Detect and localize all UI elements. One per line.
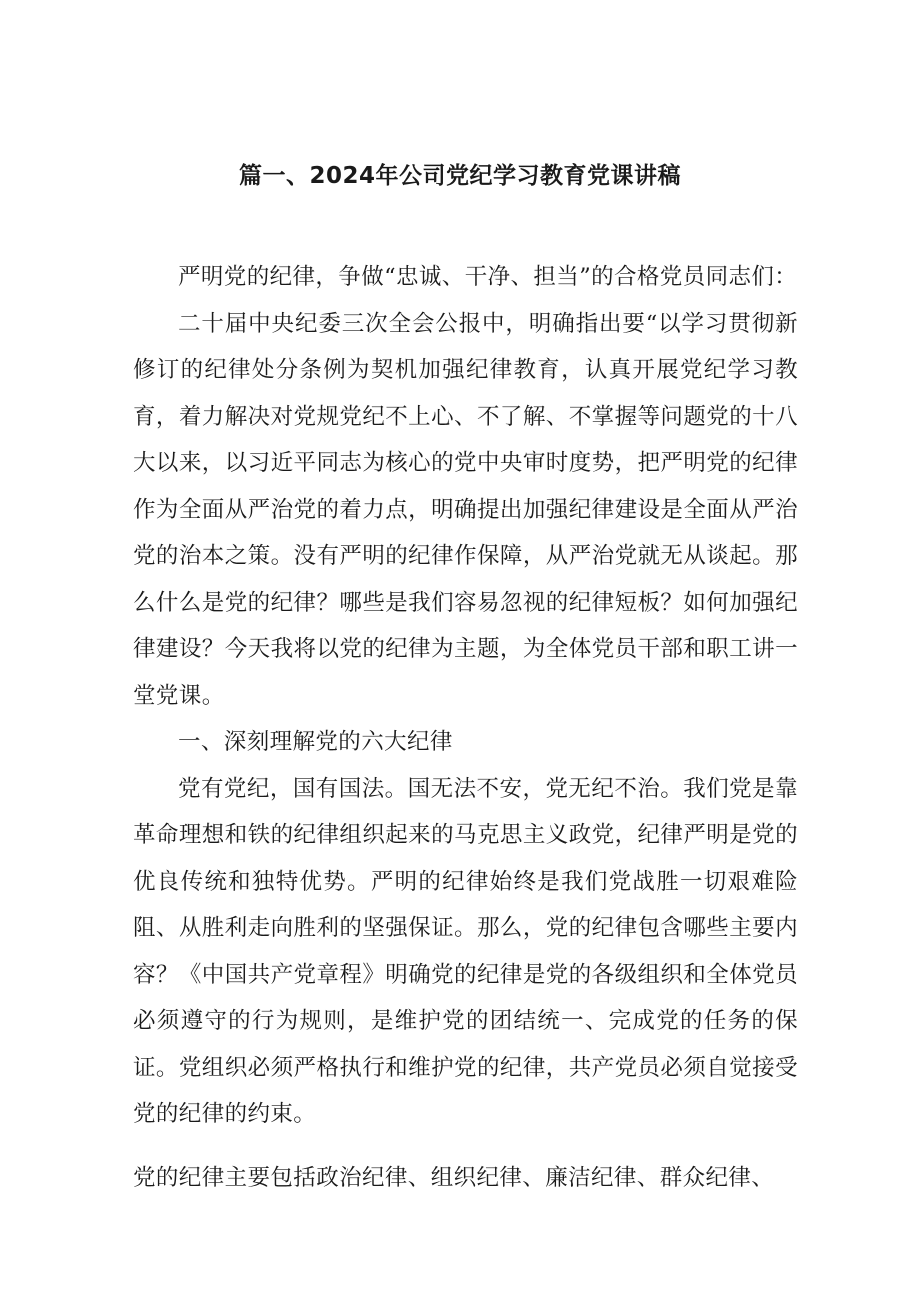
document-body (133, 254, 798, 1138)
document-title: 篇一、2024年公司党纪学习教育党课讲稿 (238, 163, 681, 189)
section-heading: 一、深刻理解党的六大纪律 (178, 729, 453, 755)
salutation-paragraph: 严明党的纪律，争做“忠诚、干净、担当”的合格党员同志们： (178, 264, 798, 290)
trailing-paragraph: 党的纪律主要包括政治纪律、组织纪律、廉洁纪律、群众纪律、 (133, 1165, 775, 1191)
intro-paragraph: 二十届中央纪委三次全会公报中，明确指出要“以学习贯彻新修订的纪律处分条例为契机加强纪律教育，认真开展党纪学习教育，着力解决对党规党纪不上心、不了解、不掌握等问题党的十八大以来，以习近平同志为核心的党中央审时度势，把严明党的纪律作为全面从严治党的着力点，明确提出加强纪律建设是全面从严治党的治本之策。没有严明的纪律作保障，从严治党就无从谈起。那么什么是党的纪律？哪些是我们容易忽视的纪律短板？如何加强纪律建设？今天我将以党的纪律为主题，为全体党员干部和职工讲一堂党课。 (133, 310, 798, 709)
section-paragraph: 党有党纪，国有国法。国无法不安，党无纪不治。我们党是靠革命理想和铁的纪律组织起来的马克思主义政党，纪律严明是党的优良传统和独特优势。严明的纪律始终是我们党战胜一切艰难险阻、从胜利走向胜利的坚强保证。那么，党的纪律包含哪些主要内容？《中国共产党章程》明确党的纪律是党的各级组织和全体党员必须遵守的行为规则，是维护党的团结统一、完成党的任务的保证。党组织必须严格执行和维护党的纪律，共产党员必须自觉接受党的纪律的约束。 (133, 775, 798, 1127)
